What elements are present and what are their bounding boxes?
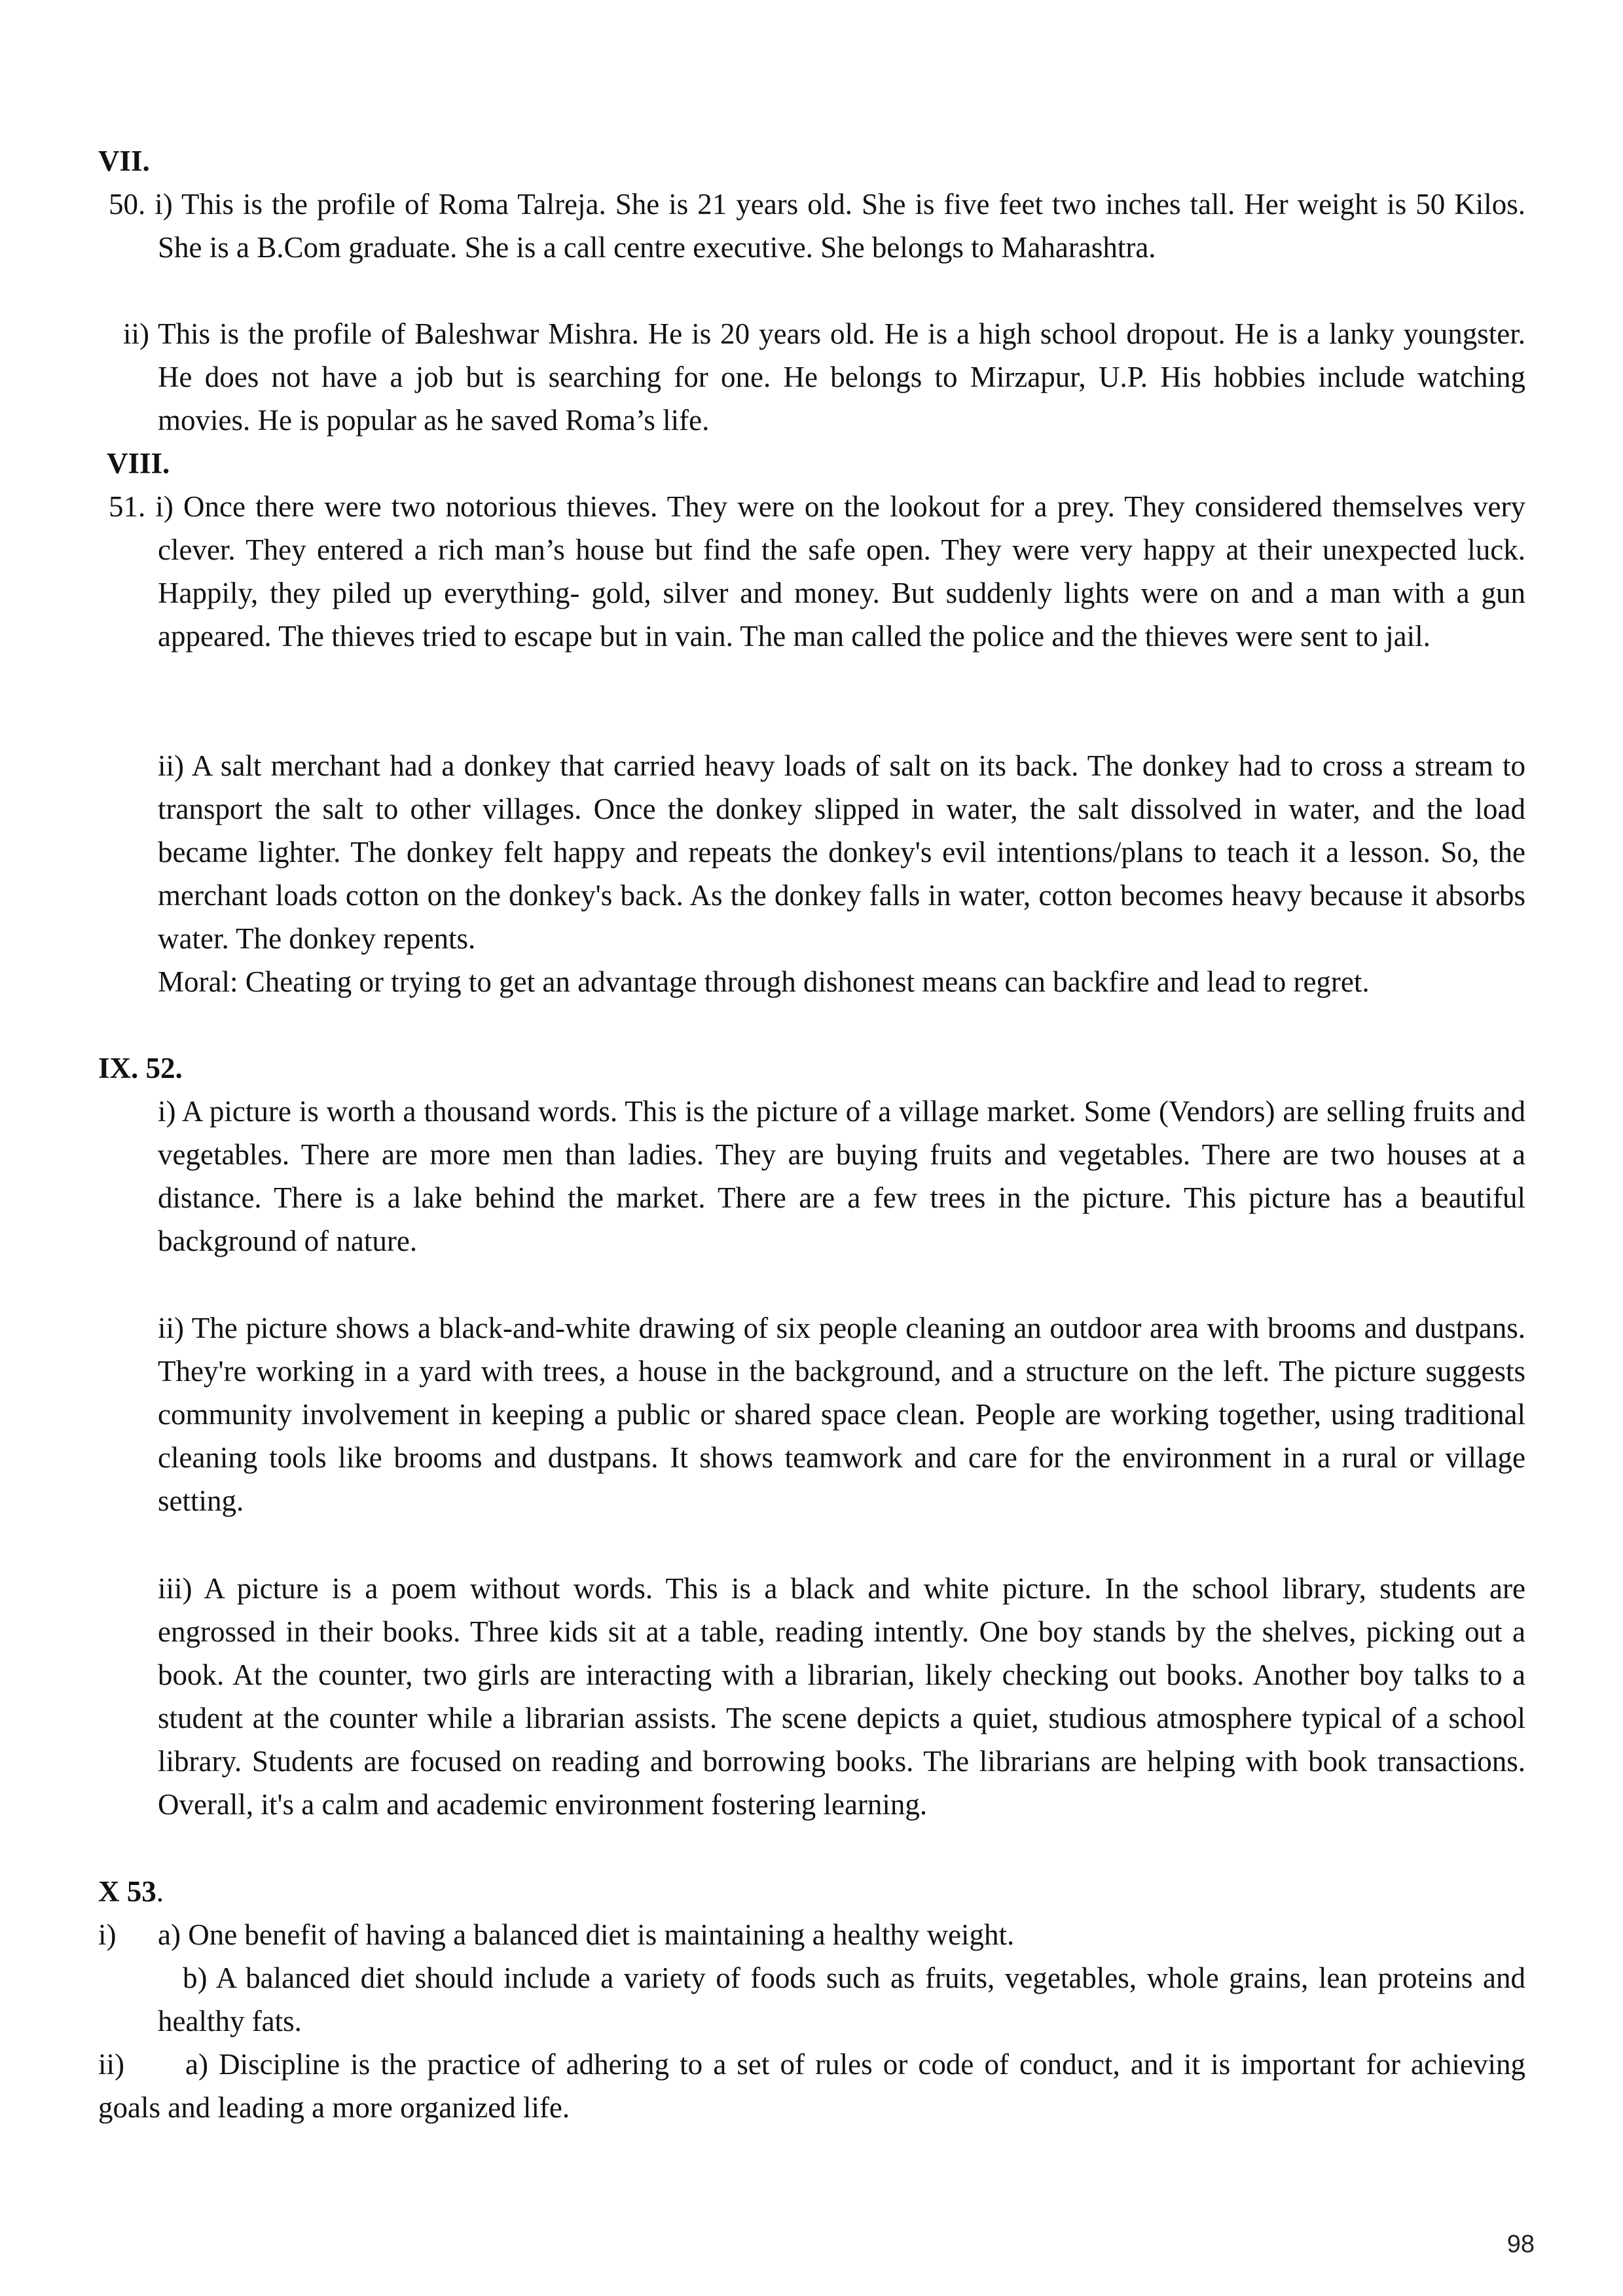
answer-53-ii-a: a) Discipline is the practice of adhering to a set of rules or code of conduct, and it is important for achieving goals and leading a more organized life. — [98, 2048, 1525, 2124]
answer-51-moral: Moral: Cheating or trying to get an advantage through dishonest means can backfire and lead to regret. — [158, 965, 1370, 998]
answer-51-i — [109, 485, 1525, 658]
answer-52-iii: iii) A picture is a poem without words. This is a black and white picture. In the school library, students are engrossed in their books. Three kids sit at a table, reading intently. One boy stands by the shelves, picking out a book. At the counter, two girls are interacting with a librarian, likely checking out books. Another boy talks to a student at the counter while a librarian assists. The scene depicts a quiet, studious atmosphere typical of a school library. Students are focused on reading and borrowing books. The librarians are helping with book transactions. Overall, it's a calm and academic environment fostering learning. — [158, 1572, 1525, 1821]
section-heading-ix-52: IX. 52. — [98, 1052, 183, 1085]
section-heading-x-53 — [98, 1870, 164, 1913]
answer-50-i-text: i) This is the profile of Roma Talreja. She is 21 years old. She is five feet two inches tall. Her weight is 50 Kilos. She is a B.Com graduate. She is a call centre executive. She belongs to Maharashtra. — [155, 188, 1526, 264]
answer-53-i-b: b) A balanced diet should include a variety of foods such as fruits, vegetables, whole grains, lean proteins and healthy fats. — [158, 1962, 1525, 2037]
section-heading-viii: VIII. — [107, 447, 170, 480]
answer-52-i: i) A picture is worth a thousand words. This is the picture of a village market. Some (Vendors) are selling fruits and vegetables. There are more men than ladies. They are buying fruits and vegetables. There are two houses at a distance. There is a lake behind the market. There are a few trees in the picture. This picture has a beautiful background of nature. — [158, 1095, 1525, 1257]
answer-50-i — [109, 183, 1525, 269]
question-number-51: 51. — [109, 490, 146, 523]
answer-53-i-label: i) — [98, 1918, 117, 1951]
page-number: 98 — [1506, 2231, 1535, 2258]
section-heading-x-53-label: X 53 — [98, 1875, 156, 1908]
answer-52-ii: ii) The picture shows a black-and-white drawing of six people cleaning an outdoor area with brooms and dustpans. They're working in a yard with trees, a house in the background, and a structure on the left. The picture suggests community involvement in keeping a public or shared space clean. People are working together, using traditional cleaning tools like brooms and dustpans. It shows teamwork and care for the environment in a rural or village setting. — [158, 1312, 1525, 1517]
question-number-50: 50. — [109, 188, 146, 221]
section-heading-vii: VII. — [98, 145, 150, 177]
answer-53-i-a: a) One benefit of having a balanced diet is maintaining a healthy weight. — [158, 1918, 1015, 1951]
answer-50-ii: ii) This is the profile of Baleshwar Mishra. He is 20 years old. He is a high school dropout. He is a lanky youngster. He does not have a job but is searching for one. He belongs to Mirzapur, U.P. His hobbies include watching movies. He is popular as he saved Roma’s life. — [123, 317, 1525, 437]
answer-51-ii: ii) A salt merchant had a donkey that carried heavy loads of salt on its back. The donkey had to cross a stream to transport the salt to other villages. Once the donkey slipped in water, the salt dissolved in water, and the load became lighter. The donkey felt happy and repeats the donkey's evil intentions/plans to teach it a lesson. So, the merchant loads cotton on the donkey's back. As the donkey falls in water, cotton becomes heavy because it absorbs water. The donkey repents. — [158, 749, 1525, 955]
section-heading-x-53-period: . — [156, 1875, 164, 1908]
answer-53-ii-label: ii) — [98, 2048, 124, 2081]
answer-51-i-text: i) Once there were two notorious thieves. They were on the lookout for a prey. They considered themselves very clever. They entered a rich man’s house but find the safe open. They were very happy at their unexpected luck. Happily, they piled up everything- gold, silver and money. But suddenly lights were on and a man with a gun appeared. The thieves tried to escape but in vain. The man called the police and the thieves were sent to jail. — [155, 490, 1525, 653]
